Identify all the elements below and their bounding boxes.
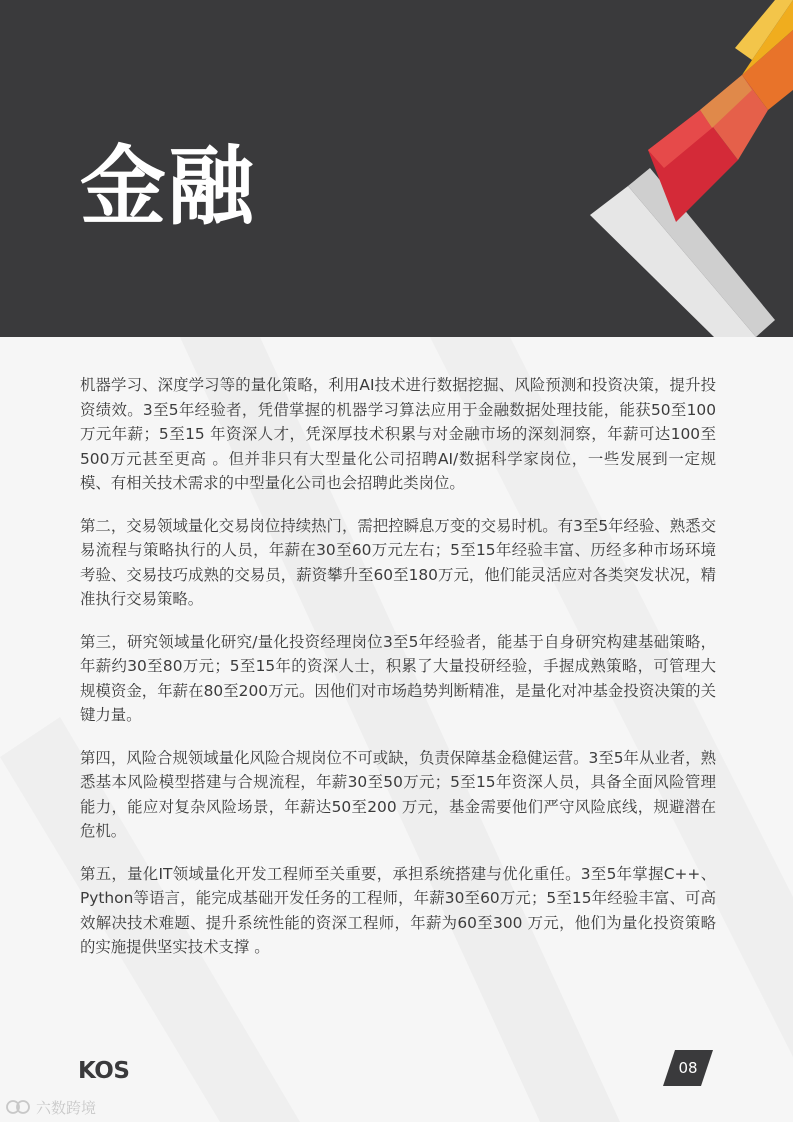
brand-logo: KOS	[78, 1058, 130, 1084]
paragraph-4: 第四，风险合规领域量化风险合规岗位不可或缺，负责保障基金稳健运营。3至5年从业者，熟悉基本风险模型搭建与合规流程，年薪30至50万元；5至15年资深人员，具备全面风险管理能力，能应对复杂风险场景，年薪达50至200 万元，基金需要他们严守风险底线，规避潜在危机。	[80, 748, 716, 840]
article-body	[80, 373, 716, 978]
paragraph-5: 第五，量化IT领域量化开发工程师至关重要，承担系统搭建与优化重任。3至5年掌握C++、Python等语言，能完成基础开发任务的工程师，年薪30至60万元；5至15年经验丰富、可高效解决技术难题、提升系统性能的资深工程师，年薪为60至300 万元，他们为量化投资策略的实施提供坚实技术支撑 。	[80, 864, 716, 956]
logo-mark-icon	[6, 1098, 32, 1116]
source-watermark-text: 六数跨境	[36, 1098, 97, 1117]
paragraph-1: 机器学习、深度学习等的量化策略，利用AI技术进行数据挖掘、风险预测和投资决策，提升投资绩效。3至5年经验者，凭借掌握的机器学习算法应用于金融数据处理技能，能获50至100万元年薪；5至15 年资深人才，凭深厚技术积累与对金融市场的深刻洞察，年薪可达100至500万元甚至更高 。但并非只有大型量化公司招聘AI/数据科学家岗位，一些发展到一定规模、有相关技术需求的中型量化公司也会招聘此类岗位。	[80, 376, 716, 492]
header-banner	[0, 0, 793, 337]
page-number: 08	[678, 1059, 698, 1077]
source-watermark	[6, 1096, 96, 1118]
paragraph-3: 第三，研究领域量化研究/量化投资经理岗位3至5年经验者，能基于自身研究构建基础策略，年薪约30至80万元；5至15年的资深人士，积累了大量投研经验，手握成熟策略，可管理大规模资金，年薪在80至200万元。因他们对市场趋势判断精准，是量化对冲基金投资决策的关键力量。	[80, 632, 716, 724]
page-number-badge	[663, 1050, 713, 1086]
page-title: 金融	[80, 137, 256, 237]
paragraph-2: 第二，交易领域量化交易岗位持续热门，需把控瞬息万变的交易时机。有3至5年经验、熟悉交易流程与策略执行的人员，年薪在30至60万元左右；5至15年经验丰富、历经多种市场环境考验、交易技巧成熟的交易员，薪资攀升至60至180万元，他们能灵活应对各类突发状况，精准执行交易策略。	[80, 516, 716, 608]
